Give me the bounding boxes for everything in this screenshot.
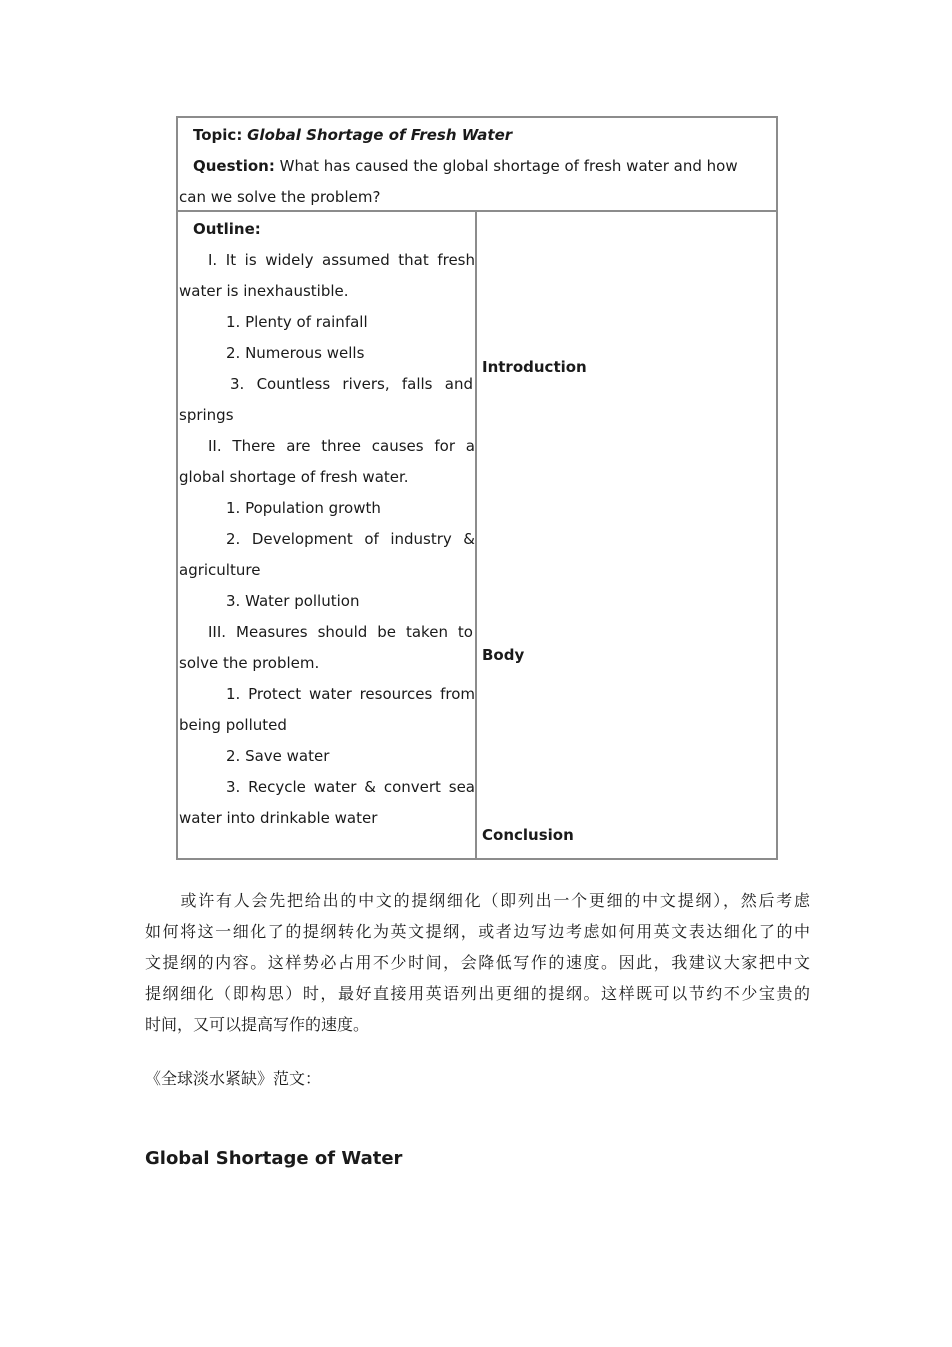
table-header-cell <box>178 118 776 212</box>
outline-line: 3. Recycle water & convert sea <box>226 778 475 796</box>
outline-line: 2. Save water <box>226 747 330 765</box>
paragraph-line: 文提纲的内容。这样势必占用不少时间，会降低写作的速度。因此，我建议大家把中文 <box>145 953 810 972</box>
outline-line: 3. Countless rivers, falls and <box>230 375 473 393</box>
question-line <box>193 151 738 182</box>
outline-line: 2. Development of industry & <box>226 530 475 548</box>
topic-line <box>193 120 512 151</box>
paragraph-line: 或许有人会先把给出的中文的提纲细化（即列出一个更细的中文提纲），然后考虑 <box>145 891 810 910</box>
outline-line: water into drinkable water <box>179 809 378 827</box>
outline-line: water is inexhaustible. <box>179 282 349 300</box>
topic-value: Global Shortage of Fresh Water <box>247 126 513 144</box>
outline-line: being polluted <box>179 716 287 734</box>
topic-label: Topic: <box>193 126 243 144</box>
outline-label: Outline: <box>193 220 261 238</box>
outline-cell <box>178 212 477 858</box>
outline-line: agriculture <box>179 561 261 579</box>
section-label-introduction: Introduction <box>482 358 587 376</box>
outline-line: 3. Water pollution <box>226 592 360 610</box>
outline-line: 1. Population growth <box>226 499 381 517</box>
section-label-body: Body <box>482 646 525 664</box>
paragraph-line: 时间，又可以提高写作的速度。 <box>145 1015 370 1034</box>
outline-table <box>176 116 778 860</box>
outline-line: 1. Protect water resources from <box>226 685 475 703</box>
paragraph-line: 提纲细化（即构思）时，最好直接用英语列出更细的提纲。这样既可以节约不少宝贵的 <box>145 984 810 1003</box>
paragraph-line: 如何将这一细化了的提纲转化为英文提纲，或者边写边考虑如何用英文表达细化了的中 <box>145 922 810 941</box>
essay-caption: 《全球淡水紧缺》范文： <box>145 1069 322 1088</box>
body-paragraph <box>145 885 810 1040</box>
section-cell <box>477 212 776 858</box>
question-label: Question: <box>193 157 275 175</box>
outline-line: I. It is widely assumed that fresh <box>208 251 475 269</box>
outline-line: global shortage of fresh water. <box>179 468 409 486</box>
outline-line: solve the problem. <box>179 654 320 672</box>
outline-line: 2. Numerous wells <box>226 344 365 362</box>
section-label-conclusion: Conclusion <box>482 826 574 844</box>
outline-line: III. Measures should be taken to <box>208 623 473 641</box>
essay-title: Global Shortage of Water <box>145 1148 403 1169</box>
outline-line: 1. Plenty of rainfall <box>226 313 368 331</box>
outline-line: springs <box>179 406 234 424</box>
question-text: What has caused the global shortage of fresh water and how <box>279 157 738 175</box>
outline-line: II. There are three causes for a <box>208 437 475 455</box>
question-text-continued: can we solve the problem? <box>179 188 381 206</box>
